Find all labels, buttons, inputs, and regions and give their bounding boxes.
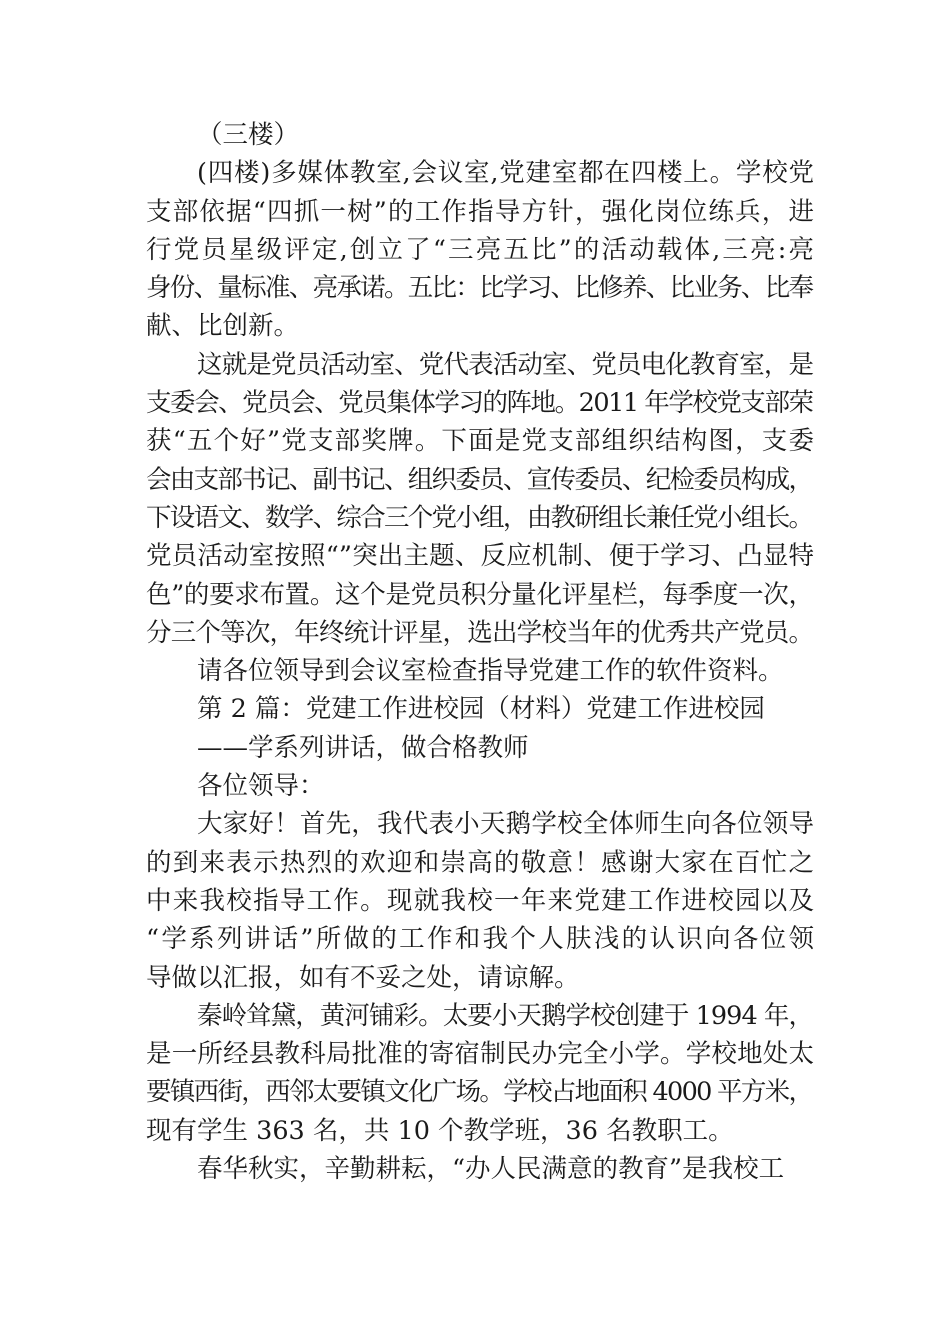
text-line: 获“五个好”党支部奖牌。下面是党支部组织结构图，支委 xyxy=(146,426,816,457)
text-line: 身份、量标准、亮承诺。五比：比学习、比修养、比业务、比奉 xyxy=(146,273,813,304)
text-line: 中来我校指导工作。现就我校一年来党建工作进校园以及 xyxy=(146,885,816,916)
text-line: 大家好！首先，我代表小天鹅学校全体师生向各位领导 xyxy=(197,809,815,840)
text-line: 分三个等次，年终统计评星，选出学校当年的优秀共产党员。 xyxy=(146,617,814,648)
text-line: 要镇西街，西邻太要镇文化广场。学校占地面积 4000 平方米， xyxy=(146,1077,813,1108)
text-line: ——学系列讲话，做合格教师 xyxy=(197,732,529,763)
document-page xyxy=(146,116,817,1188)
text-line: 第 2 篇：党建工作进校园（材料）党建工作进校园 xyxy=(197,694,765,725)
text-line: 是一所经县教科局批准的寄宿制民办完全小学。学校地处太 xyxy=(146,1039,815,1070)
text-line: 请各位领导到会议室检查指导党建工作的软件资料。 xyxy=(197,656,784,687)
text-line: 这就是党员活动室、党代表活动室、党员电化教育室，是 xyxy=(197,349,814,380)
text-line: 党员活动室按照“”突出主题、反应机制、便于学习、凸显特 xyxy=(146,541,815,572)
text-line: 支部依据“四抓一树”的工作指导方针，强化岗位练兵，进 xyxy=(146,196,816,227)
text-line: 下设语文、数学、综合三个党小组，由教研组长兼任党小组长。 xyxy=(146,502,813,533)
text-line: 行党员星级评定,创立了“三亮五比”的活动载体,三亮:亮 xyxy=(146,234,817,265)
document-body xyxy=(146,116,817,1188)
text-line: 支委会、党员会、党员集体学习的阵地。2011 年学校党支部荣 xyxy=(146,388,813,419)
text-line: 现有学生 363 名，共 10 个教学班，36 名教职工。 xyxy=(146,1115,734,1146)
text-line: 献、比创新。 xyxy=(146,311,300,342)
text-line: 色”的要求布置。这个是党员积分量化评星栏，每季度一次， xyxy=(146,579,814,610)
text-line: (四楼)多媒体教室,会议室,党建室都在四楼上。学校党 xyxy=(197,158,815,189)
text-line: 各位领导： xyxy=(197,771,325,802)
text-line: 会由支部书记、副书记、组织委员、宣传委员、纪检委员构成， xyxy=(146,464,813,495)
text-line: 秦岭耸黛，黄河铺彩。太要小天鹅学校创建于 1994 年， xyxy=(197,1000,814,1031)
text-line: 导做以汇报，如有不妥之处，请谅解。 xyxy=(146,962,580,993)
text-line: “学系列讲话”所做的工作和我个人肤浅的认识向各位领 xyxy=(146,924,817,955)
text-line: 春华秋实，辛勤耕耘，“办人民满意的教育”是我校工 xyxy=(197,1154,785,1185)
text-line: （三楼） xyxy=(197,120,300,150)
text-line: 的到来表示热烈的欢迎和崇高的敬意！感谢大家在百忙之 xyxy=(146,847,816,878)
